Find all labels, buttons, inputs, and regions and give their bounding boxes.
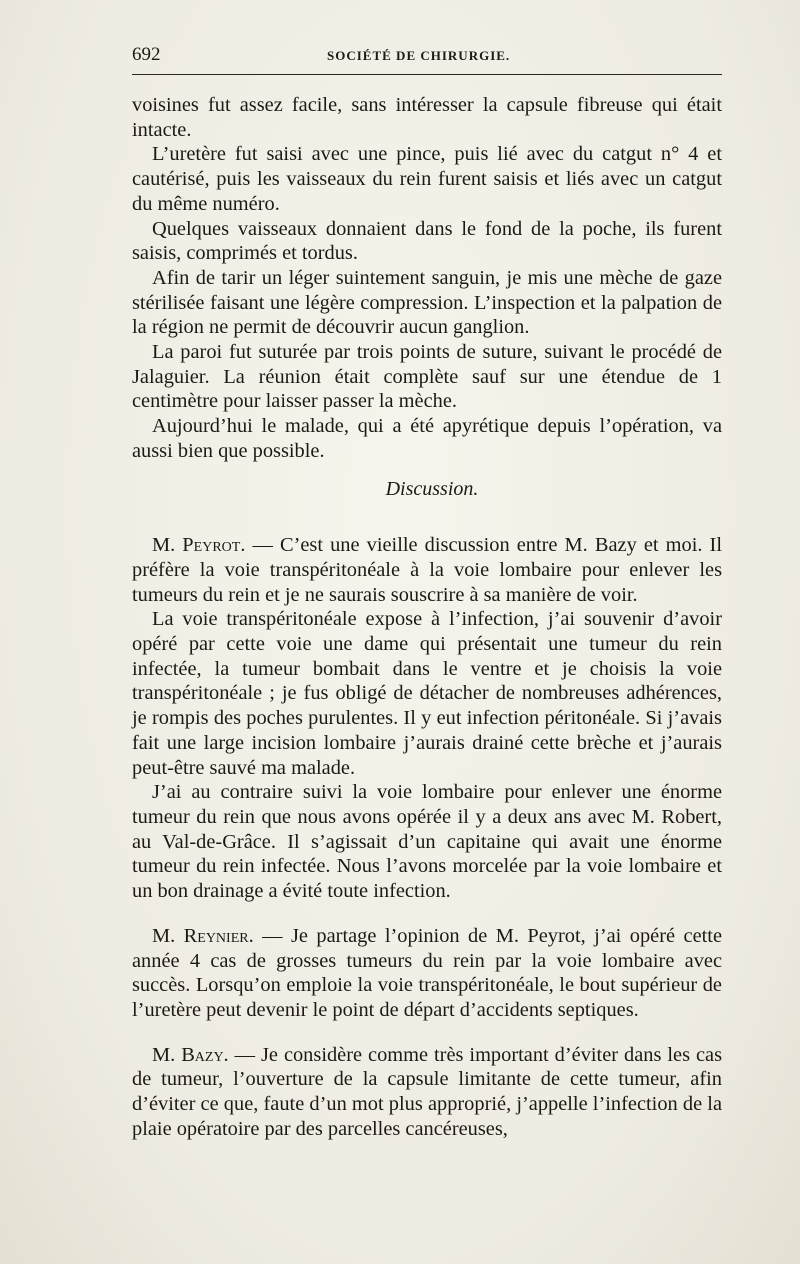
paragraph-bazy <box>132 1043 722 1142</box>
running-head <box>132 44 722 75</box>
paragraph: Aujourd’hui le malade, qui a été apyrétique depuis l’opération, va aussi bien que possible. <box>132 415 722 462</box>
speaker-name: M. Bazy. <box>152 1043 229 1066</box>
paragraph: Afin de tarir un léger suintement sanguin, je mis une mèche de gaze stérilisée faisant une légère compression. L’inspection et la palpation de la région ne permit de découvrir aucun ganglion. <box>132 266 722 339</box>
paragraph-gap <box>132 1023 722 1043</box>
running-title: SOCIÉTÉ DE CHIRURGIE. <box>327 48 511 63</box>
paragraph: J’ai au contraire suivi la voie lombaire pour enlever une énorme tumeur du rein que nous avons opérée il y a deux ans avec M. Robert, au Val-de-Grâce. Il s’agissait d’un capitaine qui avait une énorme tumeur du rein infectée. Nous l’avons morcelée par la voie lombaire et un bon drainage a évité toute infection. <box>132 781 722 903</box>
speech-text: — Je partage l’opinion de M. Peyrot, j’ai opéré cette année 4 cas de grosses tumeurs du rein par la voie lombaire avec succès. Lorsqu’on emploie la voie transpéritonéale, le bout supérieur de l’uretère peut devenir le point de départ d’accidents septiques. <box>132 924 722 1021</box>
paragraph: La voie transpéritonéale expose à l’infection, j’ai souvenir d’avoir opéré par cette voie une dame qui présentait une tumeur du rein infectée, la tumeur bombait dans le ventre et je choisis la voie transpéritonéale ; je fus obligé de détacher de nombreuses adhérences, je rompis des poches purulentes. Il y eut infection péritonéale. Si j’avais fait une large incision lombaire j’aurais drainé cette brèche et j’aurais peut-être sauvé ma malade. <box>132 608 722 779</box>
paragraph: La paroi fut suturée par trois points de suture, suivant le procédé de Jalaguier. La réunion était complète sauf sur une étendue de 1 centimètre pour laisser passer la mèche. <box>132 341 722 413</box>
paragraph: L’uretère fut saisi avec une pince, puis lié avec du catgut n° 4 et cautérisé, puis les vaisseaux du rein furent saisis et liés avec un catgut du même numéro. <box>132 143 722 215</box>
section-title-discussion: Discussion. <box>385 477 479 500</box>
paragraph-peyrot <box>132 533 722 607</box>
body-text <box>132 93 722 1141</box>
paragraph: Quelques vaisseaux donnaient dans le fond de la poche, ils furent saisis, comprimés et tordus. <box>132 217 722 265</box>
paragraph: voisines fut assez facile, sans intéresser la capsule fibreuse qui était intacte. <box>132 94 722 141</box>
speech-text: — C’est une vieille discussion entre M. Bazy et moi. Il préfère la voie transpéritonéale à la voie lombaire pour enlever les tumeurs du rein et je ne saurais souscrire à sa manière de voir. <box>132 534 722 606</box>
paragraph-gap <box>132 904 722 924</box>
speaker-name: M. Peyrot. <box>152 534 246 557</box>
speaker-name: M. Reynier. <box>152 924 254 947</box>
speech-text: — Je considère comme très important d’éviter dans les cas de tumeur, l’ouverture de la capsule limitante de cette tumeur, afin d’éviter ce que, faute d’un mot plus approprié, j’appelle l’infection de la plaie opératoire par des parcelles cancéreuses, <box>132 1043 723 1140</box>
paragraph-reynier <box>132 924 722 1023</box>
page-number: 692 <box>132 44 161 65</box>
